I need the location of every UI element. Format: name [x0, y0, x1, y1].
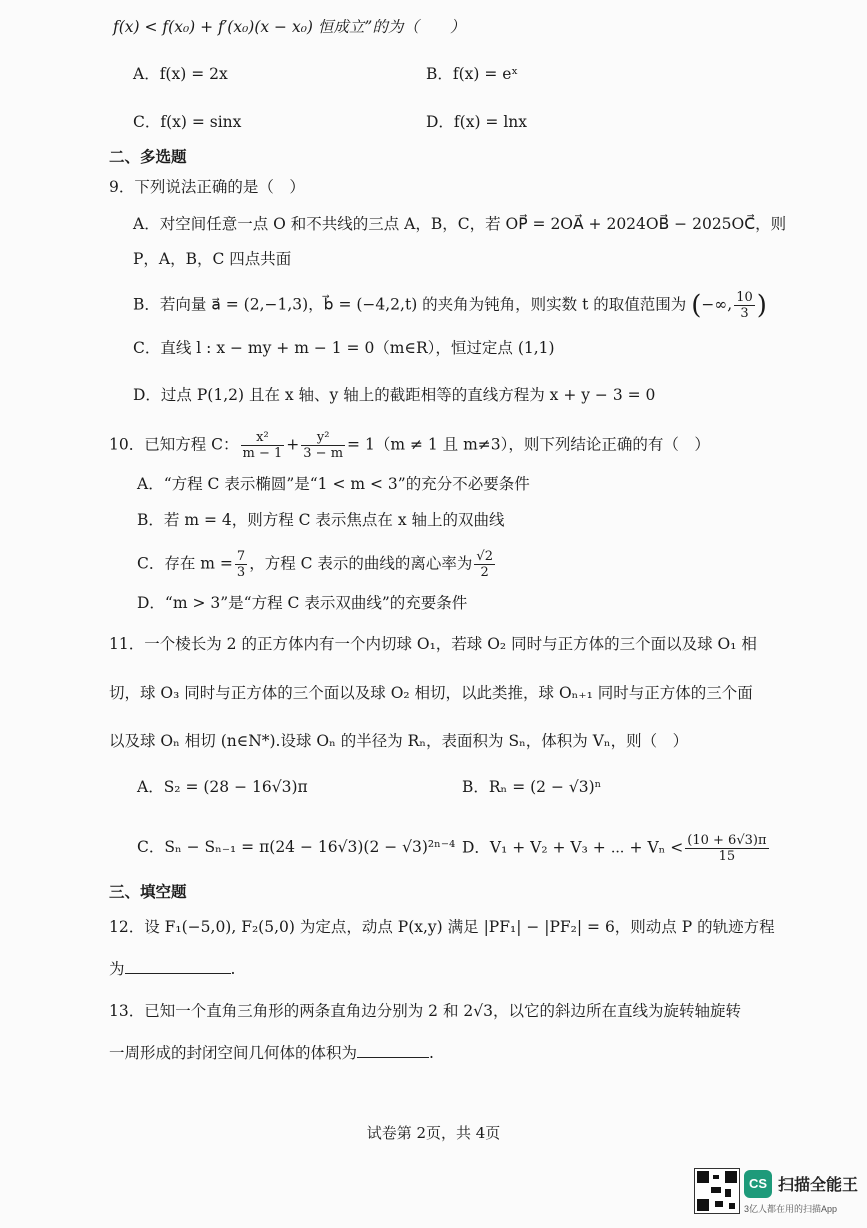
q9-option-b-fraction-numerator: 10 — [736, 290, 753, 305]
q10-stem-post: = 1（m ≠ 1 且 m≠3），则下列结论正确的有（ ） — [347, 435, 710, 454]
q10-fraction-x — [241, 430, 285, 461]
q11-option-c: C．Sₙ − Sₙ₋₁ = π(24 − 16√3)(2 − √3)²ⁿ⁻⁴ — [137, 838, 456, 856]
q11-option-b: B．Rₙ = (2 − √3)ⁿ — [462, 778, 602, 796]
q8-option-b: B．f(x) = eˣ — [426, 65, 519, 83]
q13-stem-line2 — [109, 1042, 434, 1064]
q13-stem-line1: 13．已知一个直角三角形的两条直角边分别为 2 和 2√3，以它的斜边所在直线为旋转轴旋转 — [109, 1002, 741, 1020]
q9-option-b-open-paren: ( — [691, 290, 702, 321]
q10-option-c-fraction-e-denominator: 2 — [480, 565, 489, 580]
q12-stem-line1: 12．设 F₁(−5,0), F₂(5,0) 为定点，动点 P(x,y) 满足 |PF₁| − |PF₂| = 6，则动点 P 的轨迹方程 — [109, 918, 775, 936]
page-number-footer: 试卷第 2页，共 4页 — [366, 1124, 501, 1142]
q10-fraction-x-denominator: m − 1 — [242, 446, 283, 461]
q10-option-d: D．“m > 3”是“方程 C 表示双曲线”的充要条件 — [137, 594, 468, 612]
q9-option-c: C．直线 l : x − my + m − 1 = 0（m∈R），恒过定点 (1,1) — [133, 339, 555, 357]
camscanner-brand-name: 扫描全能王 — [778, 1177, 859, 1194]
q10-fraction-x-numerator: x² — [241, 430, 285, 446]
q12-stem-line2 — [109, 958, 235, 980]
q9-option-b-fraction — [734, 290, 755, 321]
q10-fraction-y-denominator: 3 − m — [303, 446, 344, 461]
q10-option-c-fraction-e-numerator: √2 — [476, 549, 493, 564]
q10-stem-pre: 10．已知方程 C： — [109, 435, 239, 454]
q10-option-b: B．若 m = 4，则方程 C 表示焦点在 x 轴上的双曲线 — [137, 511, 505, 529]
q10-option-c-mid: ，方程 C 表示的曲线的离心率为 — [249, 554, 473, 573]
q10-option-c-fraction-m-denominator: 3 — [236, 565, 246, 580]
q10-option-c-fraction-e — [474, 549, 495, 580]
q10-option-a: A．“方程 C 表示椭圆”是“1 < m < 3”的充分不必要条件 — [137, 475, 530, 493]
q9-option-b-fraction-denominator: 3 — [740, 306, 749, 321]
q13-answer-blank[interactable] — [357, 1043, 429, 1058]
q10-plus: + — [286, 435, 300, 454]
q8-option-d: D．f(x) = lnx — [426, 113, 528, 131]
q11-stem-line3: 以及球 Oₙ 相切 (n∈N*).设球 Oₙ 的半径为 Rₙ，表面积为 Sₙ，体积为 Vₙ，则（ ） — [109, 732, 689, 750]
q11-stem-line2: 切，球 O₃ 同时与正方体的三个面以及球 O₂ 相切，以此类推，球 Oₙ₊₁ 同时与正方体的三个面 — [109, 684, 753, 702]
q9-option-a-line1: A．对空间任意一点 O 和不共线的三点 A，B，C，若 OP⃗ = 2OA⃗ + 2024OB⃗ − 2025OC⃗，则 — [133, 215, 787, 233]
q9-option-a-line2: P，A，B，C 四点共面 — [133, 250, 292, 268]
q12-answer-blank[interactable] — [125, 959, 231, 974]
q8-option-a: A．f(x) = 2x — [133, 65, 228, 83]
q11-stem-line1: 11．一个棱长为 2 的正方体内有一个内切球 O₁，若球 O₂ 同时与正方体的三个面以及球 O₁ 相 — [109, 635, 757, 653]
q12-line2-text: 为 — [109, 960, 125, 978]
q10-fraction-y — [301, 430, 345, 461]
q10-option-c-pre: C．存在 m = — [137, 554, 233, 573]
q8-option-c: C．f(x) = sinx — [133, 113, 242, 131]
section-multiple-choice-heading: 二、多选题 — [109, 147, 187, 166]
q11-option-d-fraction — [685, 833, 768, 864]
q10-option-c-fraction-m — [235, 549, 247, 580]
q10-option-c — [137, 549, 497, 580]
q10-stem — [109, 430, 710, 461]
q11-option-d-pre: D．V₁ + V₂ + V₃ + ⋯ + Vₙ < — [462, 838, 684, 857]
camscanner-logo: CS — [744, 1170, 772, 1198]
q13-line2-end: . — [429, 1044, 434, 1062]
q11-option-d-fraction-numerator: (10 + 6√3)π — [687, 833, 767, 848]
q9-option-b-interval-start: −∞, — [701, 295, 733, 314]
q11-option-d-fraction-denominator: 15 — [718, 849, 736, 864]
q8-stem: f(x) < f(x₀) + f′(x₀)(x − x₀) 恒成立”的为（ ） — [113, 18, 466, 36]
q9-option-d: D．过点 P(1,2) 且在 x 轴、y 轴上的截距相等的直线方程为 x + y − 3 = 0 — [133, 386, 656, 404]
q9-option-b — [133, 290, 767, 321]
qr-code-icon — [694, 1168, 740, 1214]
q10-fraction-y-numerator: y² — [301, 430, 345, 446]
q11-option-a: A．S₂ = (28 − 16√3)π — [137, 778, 308, 796]
q12-line2-end: . — [230, 960, 236, 978]
q11-option-d — [462, 833, 771, 864]
q9-option-b-text: B．若向量 a⃗ = (2,−1,3)，b⃗ = (−4,2,t) 的夹角为钝角，则实数 t 的取值范围为 — [133, 295, 687, 314]
q9-option-b-close-paren: ) — [756, 290, 767, 321]
q9-stem: 9．下列说法正确的是（ ） — [109, 178, 305, 196]
q13-line2-text: 一周形成的封闭空间几何体的体积为 — [109, 1044, 358, 1062]
q10-option-c-fraction-m-numerator: 7 — [236, 549, 246, 564]
section-fill-in-heading: 三、填空题 — [109, 882, 187, 901]
camscanner-slogan: 3亿人都在用的扫描App — [744, 1204, 838, 1214]
